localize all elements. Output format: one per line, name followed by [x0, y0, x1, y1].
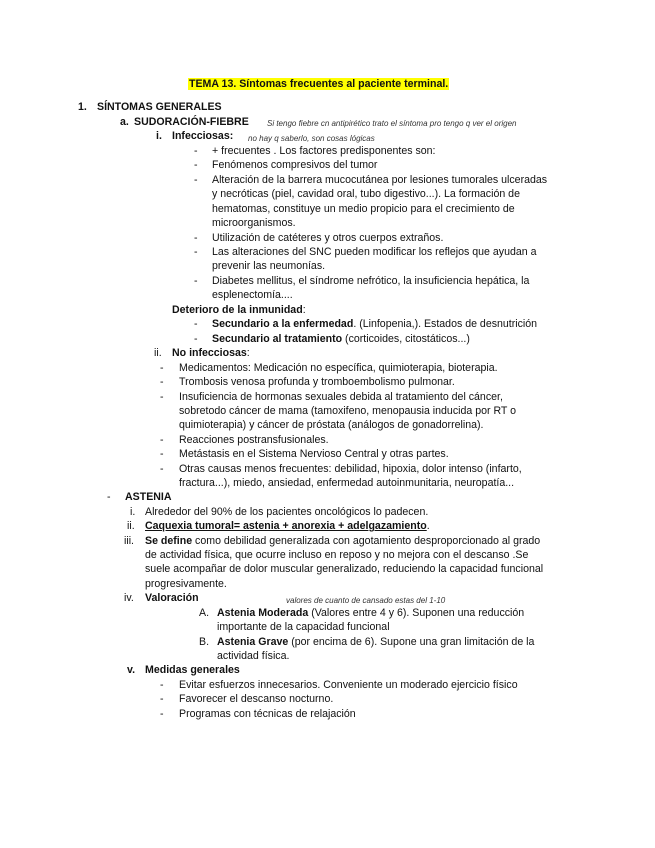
list-item: Evitar esfuerzos innecesarios. Conveniente un moderado ejercicio físico [179, 679, 518, 691]
bullet-dash: - [194, 246, 198, 258]
list-item: Trombosis venosa profunda y tromboembolismo pulmonar. [179, 376, 455, 388]
list-item-bold: Secundario a la enfermedad [212, 318, 354, 330]
bullet-dash: - [160, 362, 164, 374]
astenia-iv-marker: iv. [124, 592, 134, 604]
astenia-B-marker: B. [199, 636, 210, 648]
list-item: Alteración de la barrera mucocutánea por lesiones tumorales ulceradas [212, 174, 548, 186]
infecciosas-note: no hay q saberlo, son cosas lógicas [248, 134, 375, 143]
page-title [188, 78, 449, 91]
list-item: Programas con técnicas de relajación [179, 708, 356, 720]
astenia-moderada-rest: (Valores entre 4 y 6). Suponen una reducción [308, 607, 525, 619]
subsection-a-note: Si tengo fiebre cn antipirético trato el síntoma pro tengo q ver el origen [267, 119, 517, 128]
list-item: Medicamentos: Medicación no específica, quimioterapia, bioterapia. [179, 362, 498, 374]
list-item: Insuficiencia de hormonas sexuales debida al tratamiento del cáncer, [179, 391, 503, 403]
list-item-continuation: y necróticas (piel, cavidad oral, tubo digestivo...). La formación de [212, 188, 520, 200]
bullet-dash: - [194, 159, 198, 171]
list-item-continuation: fractura...), miedo, ansiedad, enfermedad autoinmunitaria, neuropatía... [179, 477, 515, 489]
astenia-ii-marker: ii. [127, 520, 135, 532]
bullet-dash: - [160, 693, 164, 705]
subsection-a-heading: SUDORACIÓN-FIEBRE [134, 116, 249, 128]
list-item-continuation: hematomas, constituye un medio propicio para el crecimiento de [212, 203, 515, 215]
infecciosas-heading: Infecciosas: [172, 130, 234, 142]
no-infecciosas-colon: : [246, 347, 250, 359]
deterioro-colon: : [302, 304, 306, 316]
list-item: Reacciones postransfusionales. [179, 434, 329, 446]
bullet-dash: - [160, 679, 164, 691]
astenia-iii-continuation: de actividad física, que ocurre incluso en reposo y no mejora con el descanso .Se [145, 549, 529, 561]
list-item: Favorecer el descanso nocturno. [179, 693, 334, 705]
list-item-bold: Secundario al tratamiento [212, 333, 343, 345]
bullet-dash: - [160, 463, 164, 475]
astenia-v-marker: v. [127, 664, 136, 676]
list-item-continuation: microorganismos. [212, 217, 296, 229]
deterioro-label: Deterioro de la inmunidad [172, 304, 303, 316]
title-highlight: TEMA 13. Síntomas frecuentes al paciente terminal. [189, 78, 449, 90]
list-item: Fenómenos compresivos del tumor [212, 159, 378, 171]
list-item: Diabetes mellitus, el síndrome nefrótico, la insuficiencia hepática, la [212, 275, 530, 287]
astenia-iii-marker: iii. [124, 535, 135, 547]
bullet-dash: - [194, 275, 198, 287]
astenia-grave-text [217, 636, 534, 649]
bullet-dash: - [160, 708, 164, 720]
astenia-iii-continuation: progresivamente. [145, 578, 227, 590]
astenia-moderada-continuation: importante de la capacidad funcional [217, 621, 390, 633]
list-item-rest: . (Linfopenia,). Estados de desnutrición [353, 318, 538, 330]
medidas-heading: Medidas generales [145, 664, 240, 676]
caquexia-definition: Caquexia tumoral= astenia + anorexia + adelgazamiento [145, 520, 427, 532]
bullet-dash: - [194, 145, 198, 157]
astenia-ii-text [145, 520, 430, 533]
astenia-grave-label: Astenia Grave [217, 636, 289, 648]
section-1-heading: SÍNTOMAS GENERALES [97, 101, 222, 113]
astenia-grave-rest: (por encima de 6). Supone una gran limitación de la [288, 636, 535, 648]
list-item: + frecuentes . Los factores predisponentes son: [212, 145, 436, 157]
bullet-dash: - [194, 333, 198, 345]
astenia-moderada-text [217, 607, 524, 620]
infecciosas-marker: i. [156, 130, 162, 142]
section-1-marker: 1. [78, 101, 87, 113]
list-item: Otras causas menos frecuentes: debilidad, hipoxia, dolor intenso (infarto, [179, 463, 522, 475]
bullet-dash: - [160, 391, 164, 403]
astenia-marker: - [107, 491, 111, 503]
subsection-a-marker: a. [120, 116, 129, 128]
list-item: Las alteraciones del SNC pueden modificar los reflejos que ayudan a [212, 246, 537, 258]
list-item: Utilización de catéteres y otros cuerpos extraños. [212, 232, 444, 244]
astenia-grave-continuation: actividad física. [217, 650, 290, 662]
no-infecciosas-label: No infecciosas [172, 347, 247, 359]
list-item [212, 333, 470, 346]
se-define-label: Se define [145, 535, 193, 547]
valoracion-note: valores de cuanto de cansado estas del 1-10 [286, 596, 446, 605]
bullet-dash: - [160, 448, 164, 460]
list-item-continuation: quimioterapia) y cáncer de próstata (análogos de gonadorrelina). [179, 419, 484, 431]
astenia-iii-continuation: suele acompañar de dolor muscular generalizado, reduciendo la capacidad funcional [145, 563, 544, 575]
list-item-continuation: esplenectomía.... [212, 289, 293, 301]
bullet-dash: - [160, 376, 164, 388]
valoracion-heading: Valoración [145, 592, 199, 604]
astenia-i-marker: i. [130, 506, 136, 518]
list-item-rest: (corticoides, citostáticos...) [342, 333, 470, 345]
list-item [212, 318, 537, 331]
astenia-heading: ASTENIA [125, 491, 172, 503]
astenia-moderada-label: Astenia Moderada [217, 607, 309, 619]
se-define-rest: como debilidad generalizada con agotamiento desproporcionado al grado [192, 535, 541, 547]
astenia-A-marker: A. [199, 607, 210, 619]
caquexia-period: . [426, 520, 430, 532]
bullet-dash: - [194, 174, 198, 186]
list-item-continuation: sobretodo cáncer de mama (tamoxifeno, menopausia inducida por RT o [179, 405, 517, 417]
no-infecciosas-heading [172, 347, 250, 360]
list-item-continuation: prevenir las neumonías. [212, 260, 326, 272]
bullet-dash: - [194, 318, 198, 330]
bullet-dash: - [194, 232, 198, 244]
astenia-iii-text [145, 535, 540, 548]
list-item: Metástasis en el Sistema Nervioso Central y otras partes. [179, 448, 449, 460]
bullet-dash: - [160, 434, 164, 446]
deterioro-heading [172, 304, 306, 317]
astenia-i-text: Alrededor del 90% de los pacientes oncológicos lo padecen. [145, 506, 429, 518]
no-infecciosas-marker: ii. [154, 347, 162, 359]
